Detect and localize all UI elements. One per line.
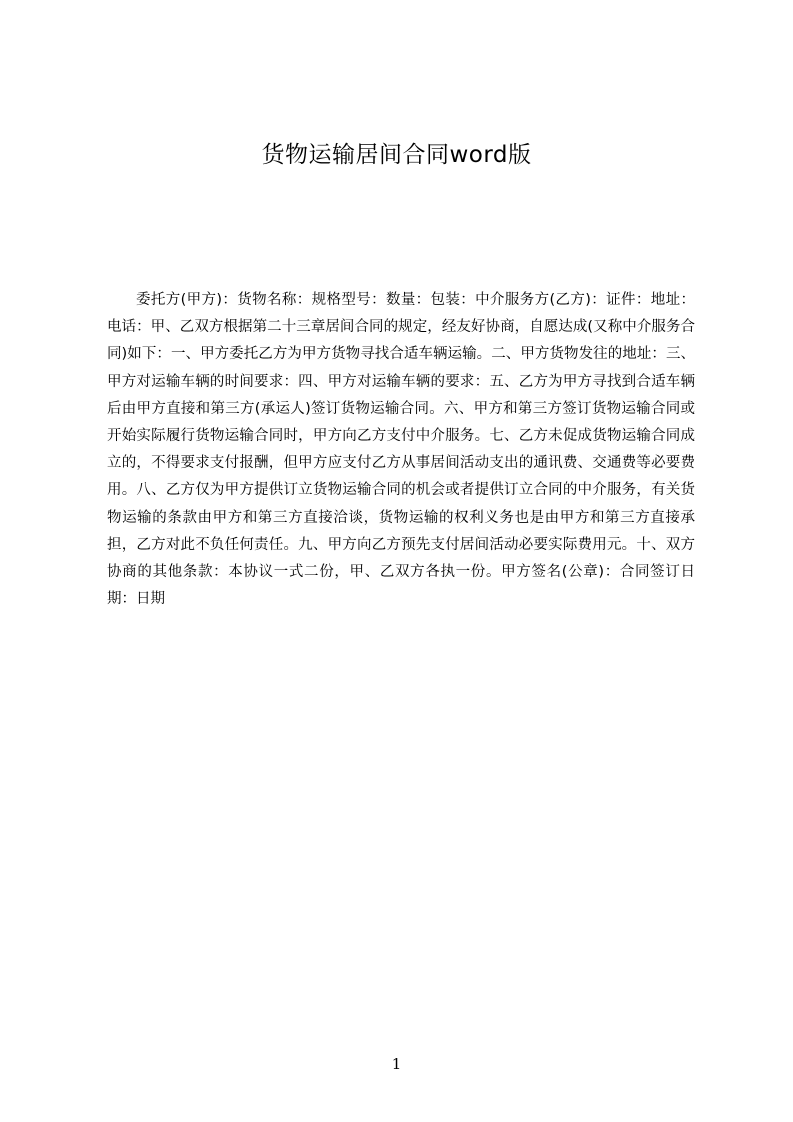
- page-number: 1: [391, 1055, 402, 1073]
- document-title: 货物运输居间合同word版: [261, 142, 532, 168]
- contract-body-text: 委托方(甲方)：货物名称：规格型号：数量：包装：中介服务方(乙方)：证件：地址：电话：甲、乙双方根据第二十三章居间合同的规定，经友好协商，自愿达成(又称中介服务合同)如下：一、甲方委托乙方为甲方货物寻找合适车辆运输。二、甲方货物发往的地址：三、甲方对运输车辆的时间要求：四、甲方对运输车辆的要求：五、乙方为甲方寻找到合适车辆后由甲方直接和第三方(承运人)签订货物运输合同。六、甲方和第三方签订货物运输合同或开始实际履行货物运输合同时，甲方向乙方支付中介服务。七、乙方未促成货物运输合同成立的，不得要求支付报酬，但甲方应支付乙方从事居间活动支出的通讯费、交通费等必要费用。八、乙方仅为甲方提供订立货物运输合同的机会或者提供订立合同的中介服务，有关货物运输的条款由甲方和第三方直接洽谈，货物运输的权利义务也是由甲方和第三方直接承担，乙方对此不负任何责任。九、甲方向乙方预先支付居间活动必要实际费用元。十、双方协商的其他条款：本协议一式二份，甲、乙双方各执一份。甲方签名(公章)：合同签订日期：日期: [107, 292, 695, 608]
